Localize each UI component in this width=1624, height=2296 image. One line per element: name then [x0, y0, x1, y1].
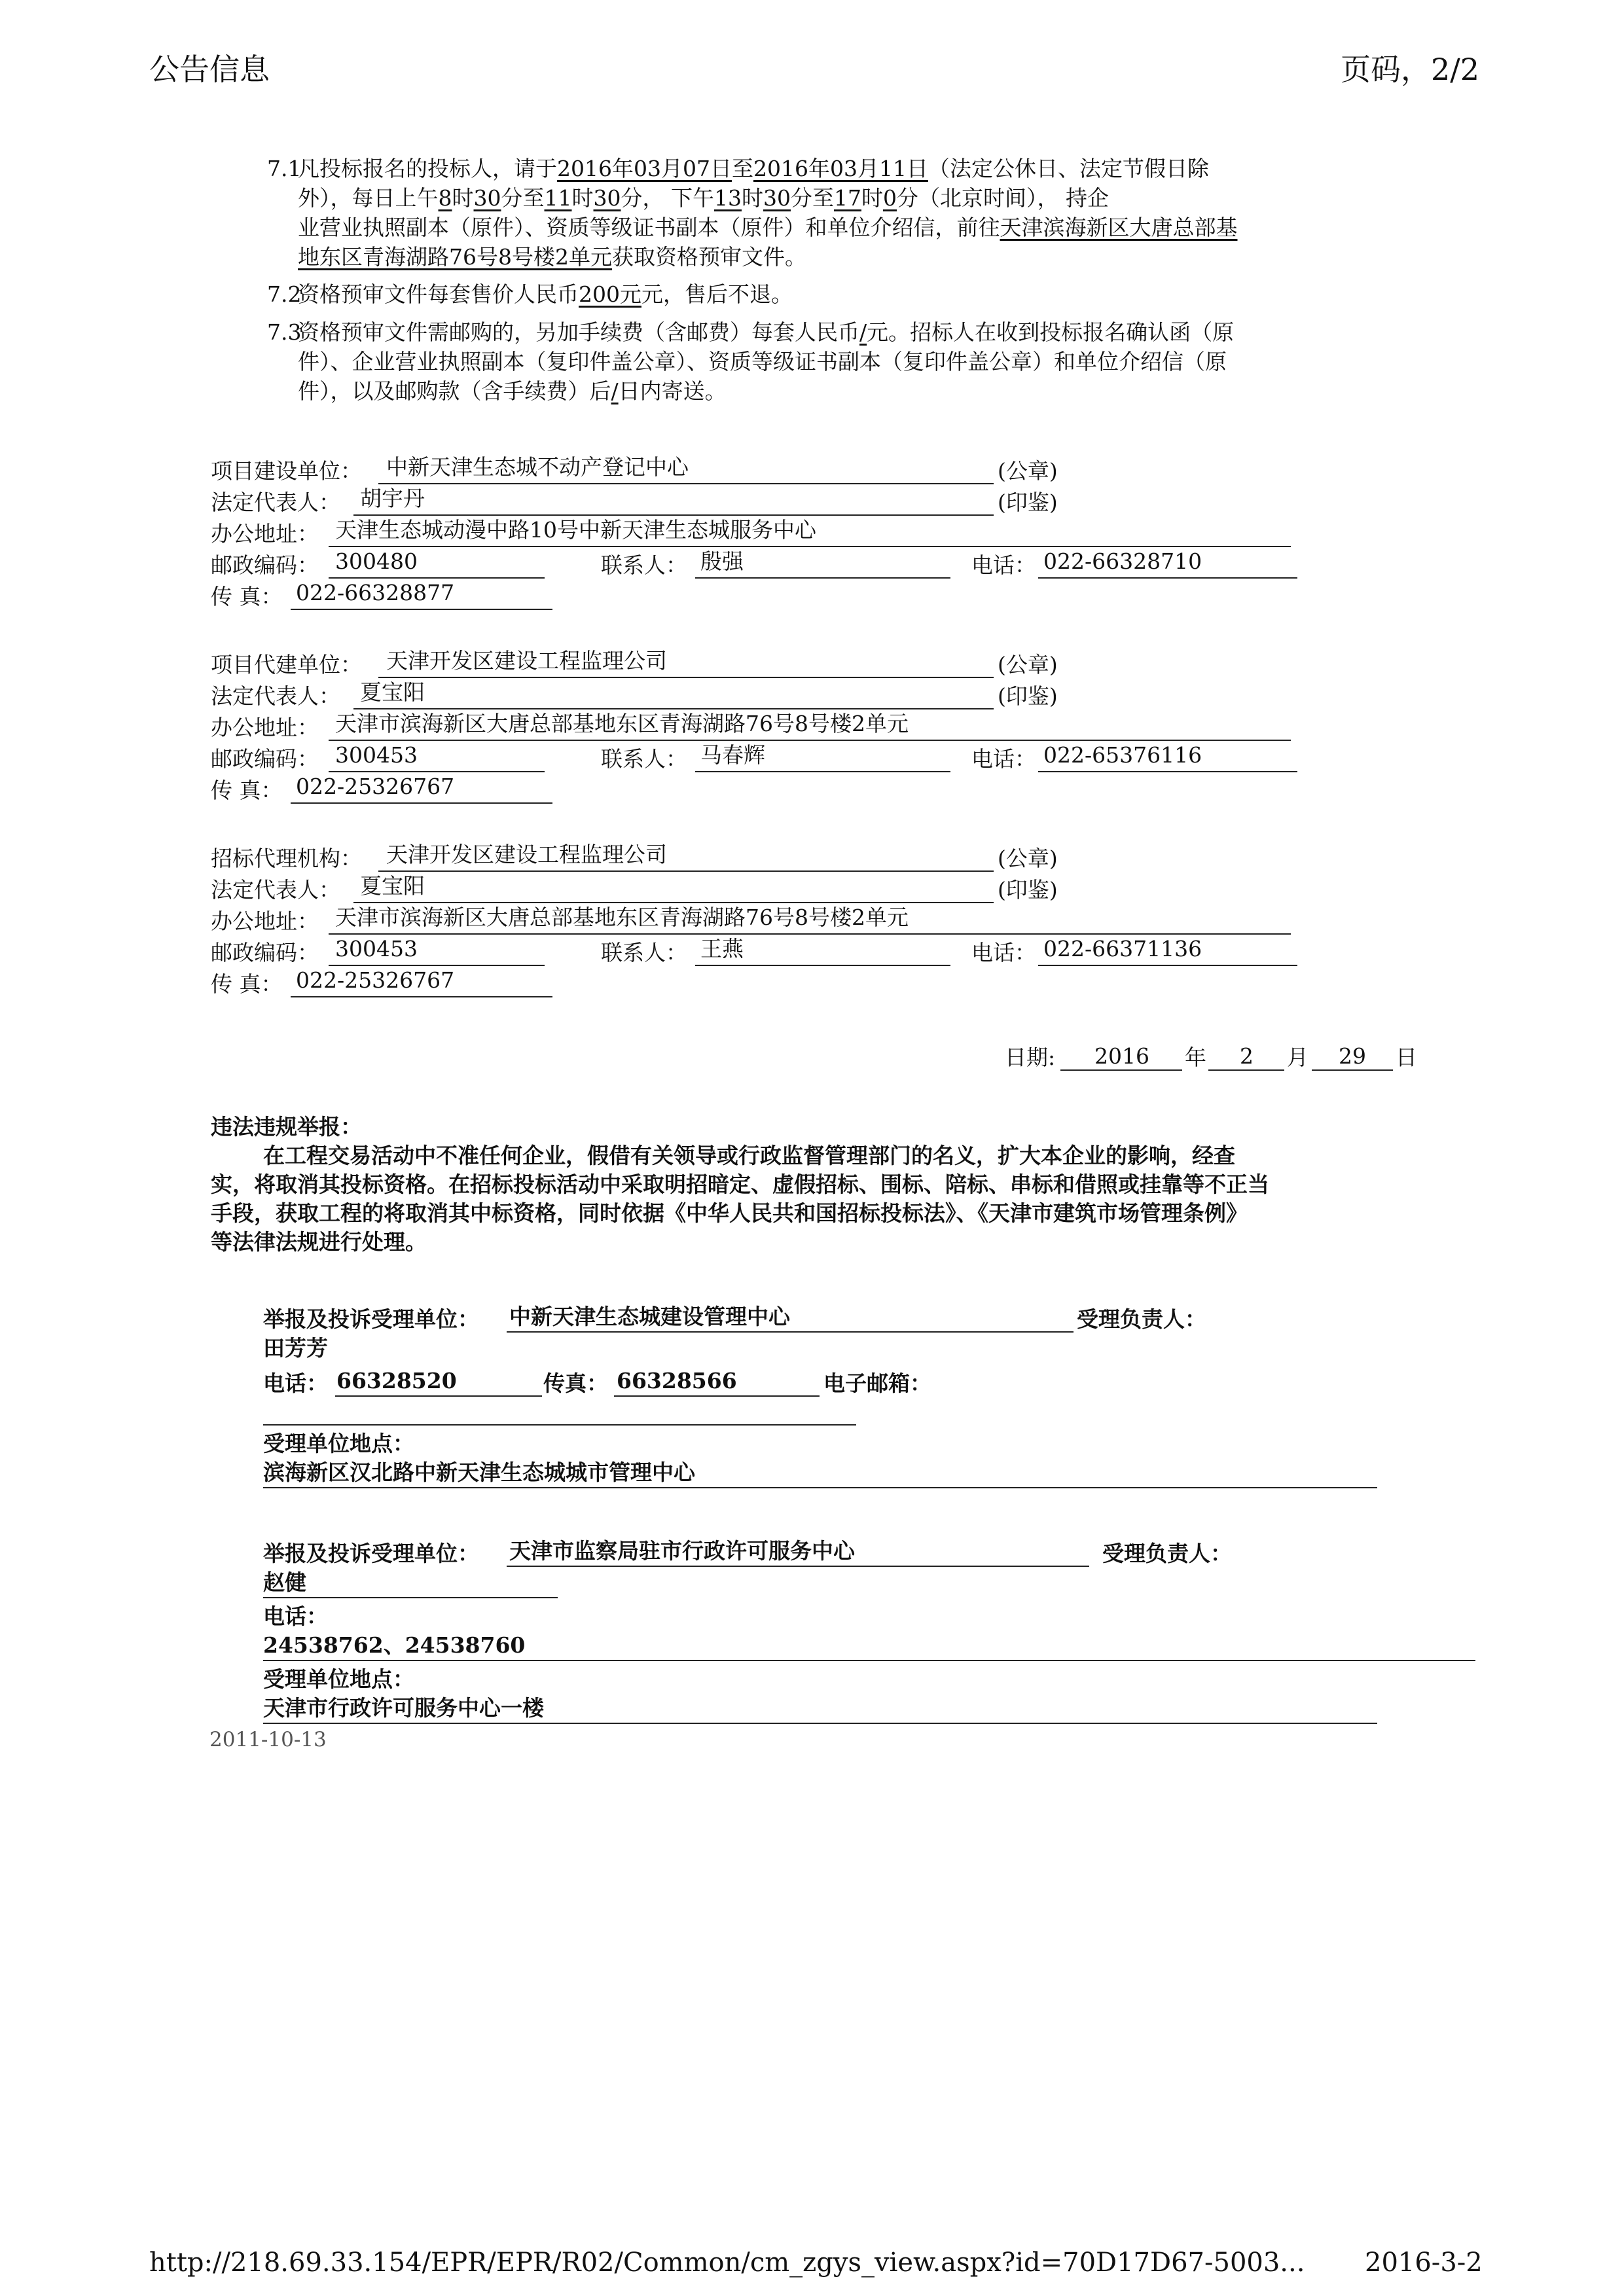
- report-title: 违法违规举报：: [211, 1114, 362, 1139]
- section-7-1-number: 7.1: [267, 156, 302, 181]
- address-value: 天津市滨海新区大唐总部基地东区青海湖路76号8号楼2单元: [335, 905, 909, 930]
- address-label: 办公地址：: [211, 908, 319, 934]
- complaint-location-label: 受理单位地点：: [263, 1431, 414, 1456]
- fax-value: 022-66328877: [296, 580, 455, 605]
- section-7-2-line: 资格预审文件每套售价人民币200元元，售后不退。: [298, 281, 793, 307]
- seal-label: (公章): [998, 652, 1058, 677]
- zip-value: 300453: [335, 742, 418, 768]
- underline: [263, 1487, 1377, 1488]
- report-paragraph-line-4: 等法律法规进行处理。: [211, 1229, 427, 1255]
- underline: [291, 996, 552, 997]
- contact-label: 联系人：: [601, 940, 687, 965]
- seal-label: (公章): [998, 458, 1058, 484]
- org-label: 招标代理机构：: [211, 846, 362, 871]
- date-day-unit: 日: [1396, 1045, 1417, 1070]
- complaint-responsible-label: 受理负责人：: [1077, 1306, 1206, 1332]
- seal-label: (公章): [998, 846, 1058, 871]
- org-label: 项目建设单位：: [211, 458, 362, 484]
- report-paragraph-line-2: 实，将取消其投标资格。在招标投标活动中采取明招暗定、虚假招标、围标、陪标、串标和借照或挂靠等不正当: [211, 1172, 1269, 1197]
- underline: [614, 1395, 820, 1397]
- complaint-responsible-value: 赵健: [263, 1570, 306, 1595]
- section-7-3-line-3: 件），以及邮购款（含手续费）后/日内寄送。: [298, 378, 727, 404]
- rep-seal-label: (印鉴): [998, 490, 1058, 515]
- fax-label: 传 真：: [211, 778, 283, 803]
- complaint-location-value: 天津市行政许可服务中心一楼: [263, 1695, 544, 1721]
- zip-label: 邮政编码：: [211, 552, 319, 578]
- org-value: 天津开发区建设工程监理公司: [386, 842, 667, 867]
- underline: [1038, 577, 1297, 579]
- section-7-3-number: 7.3: [267, 319, 302, 345]
- complaint-email-label: 电子邮箱：: [823, 1371, 931, 1396]
- org-value: 天津开发区建设工程监理公司: [386, 648, 667, 673]
- underline: [695, 771, 950, 772]
- complaint-tel-value: 24538762、24538760: [263, 1632, 526, 1658]
- zip-value: 300453: [335, 936, 418, 961]
- fax-label: 传 真：: [211, 584, 283, 609]
- rep-seal-label: (印鉴): [998, 877, 1058, 903]
- date-label: 日期:: [1005, 1045, 1056, 1070]
- address-label: 办公地址：: [211, 715, 319, 740]
- underline: [329, 740, 1291, 741]
- tel-label: 电话：: [971, 746, 1036, 772]
- complaint-unit-value: 中新天津生态城建设管理中心: [509, 1304, 790, 1329]
- date-day: 29: [1339, 1043, 1366, 1069]
- underline: [291, 802, 552, 804]
- underline: [329, 546, 1291, 547]
- publish-date-stamp: 2011-10-13: [209, 1728, 327, 1751]
- footer-print-date: 2016-3-2: [1365, 2248, 1483, 2278]
- underline: [507, 1566, 1089, 1567]
- date-month: 2: [1240, 1043, 1254, 1069]
- underline: [378, 483, 994, 484]
- fax-label: 传 真：: [211, 971, 283, 997]
- date-year-unit: 年: [1185, 1045, 1206, 1070]
- tel-value: 022-65376116: [1043, 742, 1202, 768]
- contact-label: 联系人：: [601, 552, 687, 578]
- section-7-2-number: 7.2: [267, 281, 302, 307]
- underline: [378, 677, 994, 678]
- complaint-responsible-value: 田芳芳: [263, 1335, 328, 1361]
- complaint-fax-value: 66328566: [617, 1368, 737, 1393]
- complaint-tel-value: 66328520: [336, 1368, 457, 1393]
- underline: [353, 708, 994, 709]
- underline: [507, 1331, 1074, 1333]
- underline: [291, 609, 552, 610]
- contact-value: 马春辉: [700, 742, 765, 768]
- underline: [378, 870, 994, 872]
- address-value: 天津市滨海新区大唐总部基地东区青海湖路76号8号楼2单元: [335, 711, 909, 736]
- rep-value: 夏宝阳: [360, 873, 425, 899]
- org-value: 中新天津生态城不动产登记中心: [386, 454, 689, 480]
- section-7-3-line-1: 资格预审文件需邮购的，另加手续费（含邮费）每套人民币/元。招标人在收到投标报名确认函（原: [298, 319, 1235, 345]
- underline: [329, 933, 1291, 935]
- zip-value: 300480: [335, 548, 418, 574]
- complaint-unit-label: 举报及投诉受理单位：: [263, 1541, 479, 1566]
- complaint-tel-label: 电话：: [263, 1604, 328, 1629]
- rep-label: 法定代表人：: [211, 877, 340, 903]
- report-paragraph-line-1: 在工程交易活动中不准任何企业，假借有关领导或行政监督管理部门的名义，扩大本企业的影响，经查: [263, 1143, 1235, 1168]
- section-7-3-line-2: 件）、企业营业执照副本（复印件盖公章）、资质等级证书副本（复印件盖公章）和单位介绍信（原: [298, 349, 1227, 374]
- underline: [695, 577, 950, 579]
- address-value: 天津生态城动漫中路10号中新天津生态城服务中心: [335, 517, 816, 543]
- report-paragraph-line-3: 手段，获取工程的将取消其中标资格，同时依据《中华人民共和国招标投标法》、《天津市建筑市场管理条例》: [211, 1200, 1248, 1226]
- date-year: 2016: [1094, 1043, 1149, 1069]
- contact-value: 殷强: [700, 548, 744, 574]
- fax-value: 022-25326767: [296, 967, 455, 993]
- complaint-unit-label: 举报及投诉受理单位：: [263, 1306, 479, 1332]
- rep-label: 法定代表人：: [211, 490, 340, 515]
- rep-seal-label: (印鉴): [998, 683, 1058, 709]
- zip-label: 邮政编码：: [211, 746, 319, 772]
- tel-value: 022-66371136: [1043, 936, 1202, 961]
- rep-value: 夏宝阳: [360, 679, 425, 705]
- complaint-unit-value: 天津市监察局驻市行政许可服务中心: [509, 1538, 855, 1564]
- address-label: 办公地址：: [211, 521, 319, 547]
- underline: [329, 965, 545, 966]
- underline: [263, 1723, 1377, 1724]
- zip-label: 邮政编码：: [211, 940, 319, 965]
- contact-label: 联系人：: [601, 746, 687, 772]
- complaint-location-label: 受理单位地点：: [263, 1666, 414, 1692]
- footer-url: http://218.69.33.154/EPR/EPR/R02/Common/cm_zgys_view.aspx?id=70D17D67-5003...: [149, 2248, 1305, 2278]
- complaint-responsible-label: 受理负责人：: [1102, 1541, 1232, 1566]
- underline: [1038, 771, 1297, 772]
- section-7-1-line-3: 业营业执照副本（原件）、资质等级证书副本（原件）和单位介绍信，前往天津滨海新区大唐总部基: [298, 215, 1238, 240]
- underline: [353, 514, 994, 516]
- org-label: 项目代建单位：: [211, 652, 362, 677]
- tel-value: 022-66328710: [1043, 548, 1202, 574]
- underline: [329, 771, 545, 772]
- section-7-1-line-4: 地东区青海湖路76号8号楼2单元获取资格预审文件。: [298, 244, 806, 270]
- complaint-location-value: 滨海新区汉北路中新天津生态城城市管理中心: [263, 1460, 695, 1485]
- complaint-tel-label: 电话：: [263, 1371, 328, 1396]
- tel-label: 电话：: [971, 940, 1036, 965]
- section-7-1-line-1: 凡投标报名的投标人，请于2016年03月07日至2016年03月11日（法定公休日、法定节假日除: [298, 156, 1209, 181]
- underline: [335, 1395, 542, 1397]
- underline: [353, 902, 994, 903]
- rep-value: 胡宇丹: [360, 486, 425, 511]
- underline: [1060, 1069, 1182, 1071]
- complaint-fax-label: 传真：: [543, 1371, 608, 1396]
- underline: [1208, 1069, 1284, 1071]
- date-month-unit: 月: [1287, 1045, 1308, 1070]
- underline: [329, 577, 545, 579]
- tel-label: 电话：: [971, 552, 1036, 578]
- underline: [1312, 1069, 1393, 1071]
- underline: [1038, 965, 1297, 966]
- fax-value: 022-25326767: [296, 774, 455, 799]
- page-header-title: 公告信息: [149, 52, 270, 87]
- underline: [263, 1424, 856, 1426]
- contact-value: 王燕: [700, 936, 744, 961]
- page-number: 页码，2/2: [1341, 52, 1480, 87]
- section-7-1-line-2: 外），每日上午8时30分至11时30分， 下午13时30分至17时0分（北京时间）， 持企: [298, 185, 1109, 211]
- rep-label: 法定代表人：: [211, 683, 340, 709]
- underline: [695, 965, 950, 966]
- underline: [263, 1597, 558, 1598]
- underline: [263, 1660, 1475, 1661]
